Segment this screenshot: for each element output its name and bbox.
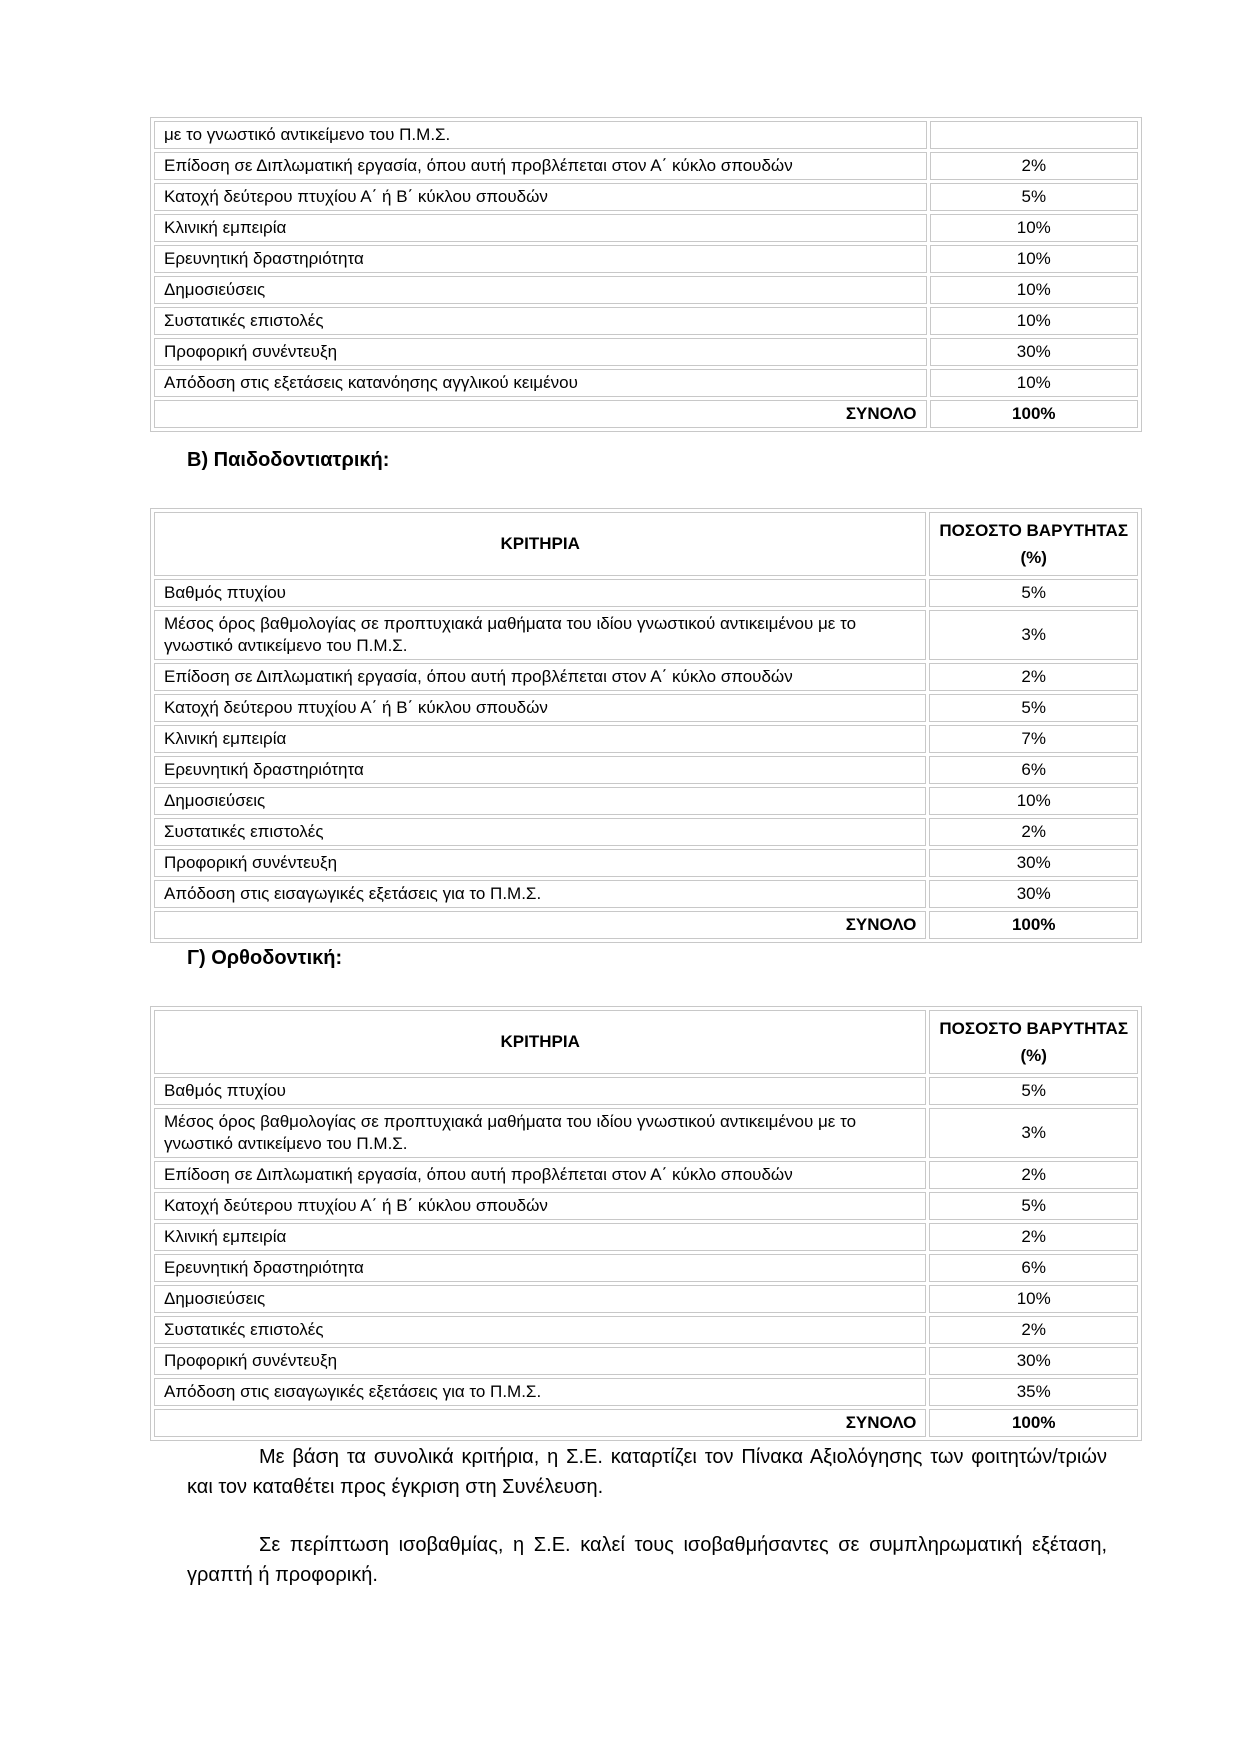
- criteria-table-orthodontics: [150, 1006, 1142, 1441]
- total-value: 100%: [930, 400, 1138, 428]
- criterion-cell: με το γνωστικό αντικείμενο του Π.Μ.Σ.: [154, 121, 927, 149]
- total-label: ΣΥΝΟΛΟ: [154, 400, 927, 428]
- table-header: [154, 1010, 1138, 1074]
- table-row: [154, 725, 1138, 753]
- criterion-cell: Συστατικές επιστολές: [154, 818, 926, 846]
- table-row: [154, 756, 1138, 784]
- weight-cell: 10%: [930, 369, 1138, 397]
- weight-cell: 7%: [929, 725, 1138, 753]
- weight-cell: 2%: [929, 1316, 1138, 1344]
- table-row: [154, 121, 1138, 149]
- table-row: [154, 818, 1138, 846]
- total-label: ΣΥΝΟΛΟ: [154, 1409, 926, 1437]
- section-heading-pediatric: Β) Παιδοδοντιατρική:: [187, 449, 390, 471]
- header-criteria: ΚΡΙΤΗΡΙΑ: [154, 1010, 926, 1074]
- table-row: [154, 880, 1138, 908]
- weight-cell: 2%: [929, 818, 1138, 846]
- weight-cell: 3%: [929, 610, 1138, 660]
- criterion-cell: Βαθμός πτυχίου: [154, 1077, 926, 1105]
- table-header: [154, 512, 1138, 576]
- criterion-cell: Συστατικές επιστολές: [154, 1316, 926, 1344]
- weight-cell: 5%: [930, 183, 1138, 211]
- weight-cell: 5%: [929, 1192, 1138, 1220]
- table-row: [154, 1316, 1138, 1344]
- table-row: [154, 152, 1138, 180]
- criterion-cell: Προφορική συνέντευξη: [154, 1347, 926, 1375]
- weight-cell: 2%: [930, 152, 1138, 180]
- weight-cell: [930, 121, 1138, 149]
- weight-cell: 30%: [929, 880, 1138, 908]
- table-row: [154, 579, 1138, 607]
- weight-cell: 10%: [929, 1285, 1138, 1313]
- criteria-table-pediatric: [150, 508, 1142, 943]
- criterion-cell: Κατοχή δεύτερου πτυχίου Α΄ ή Β΄ κύκλου σπουδών: [154, 1192, 926, 1220]
- weight-cell: 10%: [930, 245, 1138, 273]
- criterion-cell: Απόδοση στις εισαγωγικές εξετάσεις για το Π.Μ.Σ.: [154, 880, 926, 908]
- weight-cell: 10%: [930, 276, 1138, 304]
- table-row: [154, 245, 1138, 273]
- table-row: [154, 1192, 1138, 1220]
- criterion-cell: Επίδοση σε Διπλωματική εργασία, όπου αυτή προβλέπεται στον Α΄ κύκλο σπουδών: [154, 1161, 926, 1189]
- paragraph-tie-break: Σε περίπτωση ισοβαθμίας, η Σ.Ε. καλεί τους ισοβαθμήσαντες σε συμπληρωματική εξέταση, γραπτή ή προφορική.: [187, 1534, 1107, 1586]
- total-value: 100%: [929, 1409, 1138, 1437]
- table-row: [154, 183, 1138, 211]
- table-row: [154, 663, 1138, 691]
- criterion-cell: Επίδοση σε Διπλωματική εργασία, όπου αυτή προβλέπεται στον Α΄ κύκλο σπουδών: [154, 152, 927, 180]
- criteria-table-body: [154, 1077, 1138, 1437]
- header-row: [154, 512, 1138, 576]
- table-row: [154, 1285, 1138, 1313]
- header-criteria: ΚΡΙΤΗΡΙΑ: [154, 512, 926, 576]
- table-row: [154, 214, 1138, 242]
- table-row: [154, 1347, 1138, 1375]
- table-row: [154, 1254, 1138, 1282]
- total-label: ΣΥΝΟΛΟ: [154, 911, 926, 939]
- criterion-cell: Δημοσιεύσεις: [154, 787, 926, 815]
- table-row: [154, 694, 1138, 722]
- table-row: [154, 610, 1138, 660]
- table-row: [154, 307, 1138, 335]
- criterion-cell: Επίδοση σε Διπλωματική εργασία, όπου αυτή προβλέπεται στον Α΄ κύκλο σπουδών: [154, 663, 926, 691]
- criterion-cell: Κατοχή δεύτερου πτυχίου Α΄ ή Β΄ κύκλου σπουδών: [154, 694, 926, 722]
- criterion-cell: Βαθμός πτυχίου: [154, 579, 926, 607]
- weight-cell: 30%: [929, 849, 1138, 877]
- table-row: [154, 849, 1138, 877]
- criterion-cell: Μέσος όρος βαθμολογίας σε προπτυχιακά μαθήματα του ιδίου γνωστικού αντικειμένου με το γνωστικό αντικείμενο του Π.Μ.Σ.: [154, 610, 926, 660]
- total-value: 100%: [929, 911, 1138, 939]
- weight-cell: 6%: [929, 1254, 1138, 1282]
- criteria-table-body: [154, 579, 1138, 939]
- criterion-cell: Μέσος όρος βαθμολογίας σε προπτυχιακά μαθήματα του ιδίου γνωστικού αντικειμένου με το γνωστικό αντικείμενο του Π.Μ.Σ.: [154, 1108, 926, 1158]
- section-heading-orthodontics: Γ) Ορθοδοντική:: [187, 947, 343, 969]
- weight-cell: 30%: [930, 338, 1138, 366]
- table-row: [154, 1223, 1138, 1251]
- table-row: [154, 338, 1138, 366]
- table-row: [154, 1108, 1138, 1158]
- criterion-cell: Κλινική εμπειρία: [154, 725, 926, 753]
- criterion-cell: Συστατικές επιστολές: [154, 307, 927, 335]
- weight-cell: 10%: [930, 214, 1138, 242]
- criteria-table-body: [154, 121, 1138, 428]
- weight-cell: 2%: [929, 1161, 1138, 1189]
- criterion-cell: Κλινική εμπειρία: [154, 214, 927, 242]
- weight-cell: 10%: [929, 787, 1138, 815]
- table-row: [154, 276, 1138, 304]
- criterion-cell: Ερευνητική δραστηριότητα: [154, 245, 927, 273]
- criterion-cell: Ερευνητική δραστηριότητα: [154, 1254, 926, 1282]
- table-row: [154, 1077, 1138, 1105]
- criterion-cell: Κλινική εμπειρία: [154, 1223, 926, 1251]
- table-row: [154, 1378, 1138, 1406]
- criterion-cell: Κατοχή δεύτερου πτυχίου Α΄ ή Β΄ κύκλου σπουδών: [154, 183, 927, 211]
- header-row: [154, 1010, 1138, 1074]
- weight-cell: 10%: [930, 307, 1138, 335]
- criterion-cell: Απόδοση στις εξετάσεις κατανόησης αγγλικού κειμένου: [154, 369, 927, 397]
- total-row: [154, 911, 1138, 939]
- criterion-cell: Δημοσιεύσεις: [154, 276, 927, 304]
- table-row: [154, 787, 1138, 815]
- weight-cell: 5%: [929, 1077, 1138, 1105]
- weight-cell: 3%: [929, 1108, 1138, 1158]
- criterion-cell: Προφορική συνέντευξη: [154, 338, 927, 366]
- header-weight: ΠΟΣΟΣΤΟ ΒΑΡΥΤΗΤΑΣ (%): [929, 1010, 1138, 1074]
- criterion-cell: Προφορική συνέντευξη: [154, 849, 926, 877]
- weight-cell: 2%: [929, 663, 1138, 691]
- criterion-cell: Δημοσιεύσεις: [154, 1285, 926, 1313]
- criterion-cell: Ερευνητική δραστηριότητα: [154, 756, 926, 784]
- table-row: [154, 1161, 1138, 1189]
- weight-cell: 35%: [929, 1378, 1138, 1406]
- criteria-table-continued: [150, 117, 1142, 432]
- criterion-cell: Απόδοση στις εισαγωγικές εξετάσεις για το Π.Μ.Σ.: [154, 1378, 926, 1406]
- paragraph-evaluation-table: Με βάση τα συνολικά κριτήρια, η Σ.Ε. καταρτίζει τον Πίνακα Αξιολόγησης των φοιτητών/τριών και τον καταθέτει προς έγκριση στη Συνέλευση.: [187, 1446, 1107, 1498]
- weight-cell: 30%: [929, 1347, 1138, 1375]
- total-row: [154, 1409, 1138, 1437]
- weight-cell: 6%: [929, 756, 1138, 784]
- table-row: [154, 369, 1138, 397]
- weight-cell: 2%: [929, 1223, 1138, 1251]
- header-weight: ΠΟΣΟΣΤΟ ΒΑΡΥΤΗΤΑΣ (%): [929, 512, 1138, 576]
- weight-cell: 5%: [929, 694, 1138, 722]
- total-row: [154, 400, 1138, 428]
- weight-cell: 5%: [929, 579, 1138, 607]
